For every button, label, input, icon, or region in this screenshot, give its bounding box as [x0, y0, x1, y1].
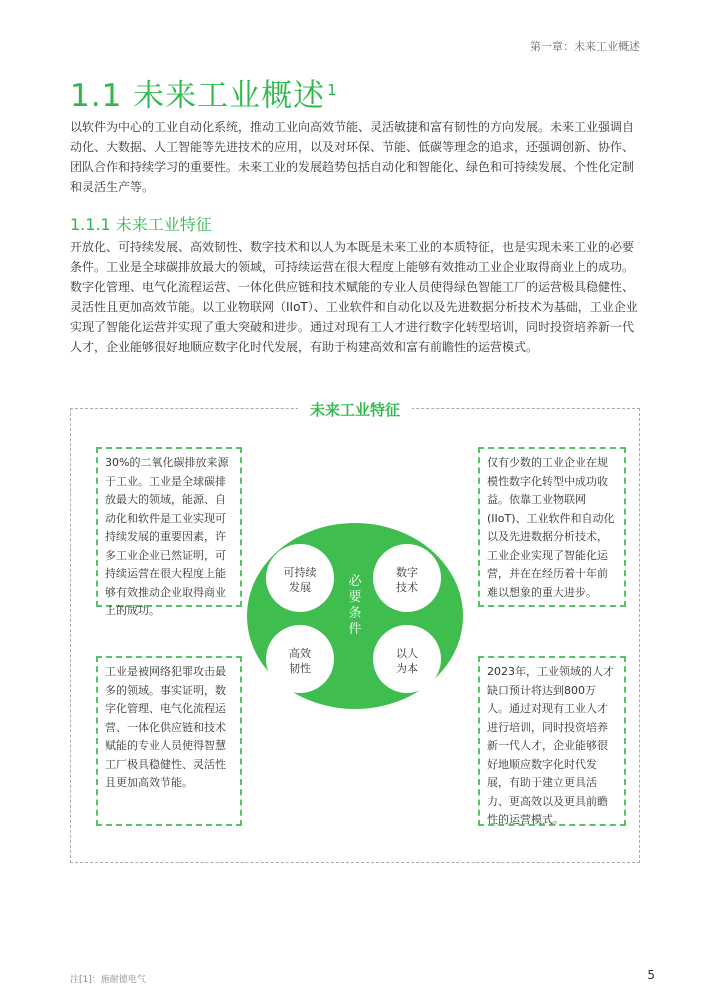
label-people: 以人为本: [396, 647, 418, 675]
diagram-title: 未来工业特征: [0, 399, 710, 420]
features-diagram: [247, 523, 463, 709]
label-resilience: 高效韧性: [289, 647, 311, 675]
label-digital: 数字技术: [396, 566, 418, 594]
footnote-mark: 1: [327, 80, 338, 99]
page-title: [70, 70, 338, 115]
info-box-people: 2023年，工业领域的人才缺口预计将达到800万人。通过对现有工业人才进行培训，同时投资培养新一代人才，企业能够很好地顺应数字化时代发展，有助于建立更具活力、更高效以及更具前瞻性的运营模式。: [478, 656, 626, 826]
info-box-sustainable: 30%的二氧化碳排放来源于工业。工业是全球碳排放最大的领域，能源、自动化和软件是工业实现可持续发展的重要因素，许多工业企业已然证明，可持续运营在很大程度上能够有效推动企业取得商业上的成功。: [96, 447, 242, 607]
page-title-text: 1.1 未来工业概述: [70, 78, 326, 114]
info-box-digital: 仅有少数的工业企业在规模性数字化转型中成功收益。依靠工业物联网(IIoT)、工业软件和自动化以及先进数据分析技术，工业企业实现了智能化运营，并在在经历着十年前难以想象的重大进步。: [478, 447, 626, 607]
section-paragraph: 开放化、可持续发展、高效韧性、数字技术和以人为本既是未来工业的本质特征，也是实现未来工业的必要条件。工业是全球碳排放最大的领域，可持续运营在很大程度上能够有效推动工业企业取得商业上的成功。数字化管理、电气化流程运营、一体化供应链和技术赋能的专业人员使得绿色智能工厂的运营极具稳健性、灵活性且更加高效节能。以工业物联网（IIoT）、工业软件和自动化以及先进数据分析技术为基础，工业企业实现了智能化运营并实现了重大突破和进步。通过对现有工人才进行数字化转型培训，同时投资培养新一代人才，企业能够很好地顺应数字化时代发展，有助于构建高效和富有前瞻性的运营模式。: [70, 240, 638, 354]
section-title: 1.1.1 未来工业特征: [70, 215, 212, 234]
footer-note: 注[1]：施耐德电气: [70, 975, 146, 985]
info-box-resilience: 工业是被网络犯罪攻击最多的领域。事实证明，数字化管理、电气化流程运营、一体化供应链和技术赋能的专业人员使得智慧工厂极具稳健性、灵活性且更加高效节能。: [96, 656, 242, 826]
center-label: 必要条件: [348, 574, 362, 637]
page-number: 5: [647, 968, 655, 982]
intro-paragraph: 以软件为中心的工业自动化系统，推动工业向高效节能、灵活敏捷和富有韧性的方向发展。未来工业强调自动化、大数据、人工智能等先进技术的应用，以及对环保、节能、低碳等理念的追求，还强调创新、协作、团队合作和持续学习的重要性。未来工业的发展趋势包括自动化和智能化、绿色和可持续发展、个性化定制和灵活生产等。: [70, 120, 635, 194]
running-head: 第一章：未来工业概述: [530, 40, 640, 53]
label-sustainable: 可持续发展: [283, 566, 317, 594]
